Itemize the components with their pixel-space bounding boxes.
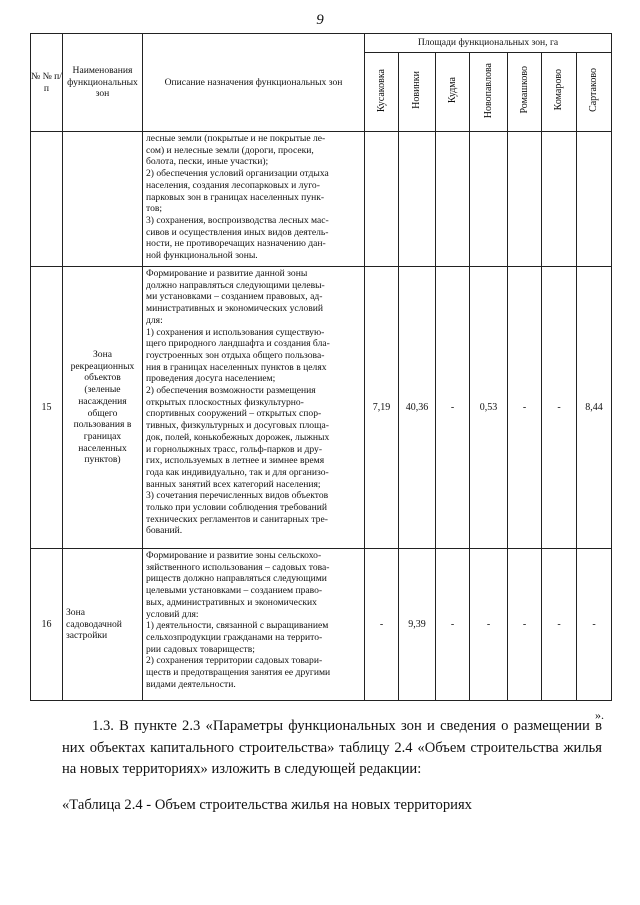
row-num: 15 bbox=[31, 267, 63, 549]
header-description: Описание назначения функциональных зон bbox=[143, 34, 365, 132]
row-name bbox=[63, 132, 143, 267]
table-caption: «Таблица 2.4 - Объем строительства жилья на новых территориях bbox=[62, 797, 472, 813]
row-value bbox=[365, 132, 399, 267]
row-name: Зона рекреационных объектов (зеленые насаждения общего пользования в границах населенных пунктов) bbox=[63, 267, 143, 549]
row-value: 9,39 bbox=[399, 549, 436, 701]
row-value: 8,44 bbox=[577, 267, 612, 549]
row-description: Формирование и развитие данной зоны должно направляться следующими целевы- ми установками – созданием правовых, ад- министративных и экономических условий для: 1) сохранения и использования существую- щего природного ландшафта и создания бла- гоустроенных зон отдыха общего пользова- ния в границах населенных пунктов в целях проведения досуга населением; 2) обеспечения возможности размещения открытых плоскостных физкультурно- спортивных сооружений – открытых спор- тивных, физкультурных и досуговых площа- док, полей, конькобежных дорожек, лыжных и горнолыжных трасс, гольф-парков и дру- гих, используемых в летнее и зимнее время года как индивидуально, так и для организо- ванных занятий всех категорий населения; 3) сочетания перечисленных видов объектов только при условии соблюдения требований технических регламентов и санитарных тре- бований. bbox=[143, 267, 365, 549]
table-row bbox=[31, 132, 612, 267]
header-num: № № п/п bbox=[31, 34, 63, 132]
row-value: - bbox=[508, 549, 542, 701]
row-value: - bbox=[436, 549, 470, 701]
header-area-novopavlova: Новопавлова bbox=[470, 53, 508, 132]
row-num bbox=[31, 132, 63, 267]
row-num: 16 bbox=[31, 549, 63, 701]
closing-quote-mark: ». bbox=[595, 708, 604, 722]
page-number: 9 bbox=[316, 12, 324, 28]
row-value: - bbox=[542, 549, 577, 701]
row-description: Формирование и развитие зоны сельскохо- зяйственного использования – садовых това- риществ должно направляться следующими целевыми установками – созданием право- вых, административных и экономических условий для: 1) деятельности, связанной с выращиванием сельхозпродукции гражданами на террито- рии садовых товариществ; 2) сохранения территории садовых товари- ществ и предотвращения занятия ее другими видами деятельности. bbox=[143, 549, 365, 701]
row-value bbox=[470, 132, 508, 267]
row-value bbox=[542, 132, 577, 267]
row-description: лесные земли (покрытые и не покрытые ле- сом) и нелесные земли (дороги, просеки, болота, пески, иные участки); 2) обеспечения условий организации отдыха населения, создания лесопарковых и луго- парковых зон в границах населенных пунк- тов; 3) сохранения, воспроизводства лесных мас- сивов и осуществления иных видов деятель- ности, не противоречащих назначению дан- ной функциональной зоны. bbox=[143, 132, 365, 267]
amendment-paragraph: 1.3. В пункте 2.3 «Параметры функциональных зон и сведения о размещении в них объектах капитального строительства» таблицу 2.4 «Объем строительства жилья на новых территориях» изложить в следующей редакции: bbox=[62, 718, 602, 777]
row-value: - bbox=[542, 267, 577, 549]
row-value: 40,36 bbox=[399, 267, 436, 549]
table-row bbox=[31, 549, 612, 701]
row-value: 7,19 bbox=[365, 267, 399, 549]
row-value bbox=[399, 132, 436, 267]
header-area-komarovo: Комарово bbox=[542, 53, 577, 132]
row-value bbox=[436, 132, 470, 267]
row-value bbox=[508, 132, 542, 267]
row-name: Зона садоводачной застройки bbox=[63, 549, 143, 701]
row-value: - bbox=[577, 549, 612, 701]
header-name: Наименования функциональных зон bbox=[63, 34, 143, 132]
table-row bbox=[31, 267, 612, 549]
row-value: - bbox=[436, 267, 470, 549]
row-value bbox=[577, 132, 612, 267]
header-area-sartakovo: Сартаково bbox=[577, 53, 612, 132]
row-value: 0,53 bbox=[470, 267, 508, 549]
header-area-kudma: Кудма bbox=[436, 53, 470, 132]
functional-zones-table bbox=[30, 33, 612, 701]
header-area-romashkovo: Ромашково bbox=[508, 53, 542, 132]
header-area-novinki: Новинки bbox=[399, 53, 436, 132]
row-value: - bbox=[470, 549, 508, 701]
header-area-kusakovka: Кусаковка bbox=[365, 53, 399, 132]
row-value: - bbox=[508, 267, 542, 549]
header-area-group: Площади функциональных зон, га bbox=[365, 34, 612, 53]
row-value: - bbox=[365, 549, 399, 701]
